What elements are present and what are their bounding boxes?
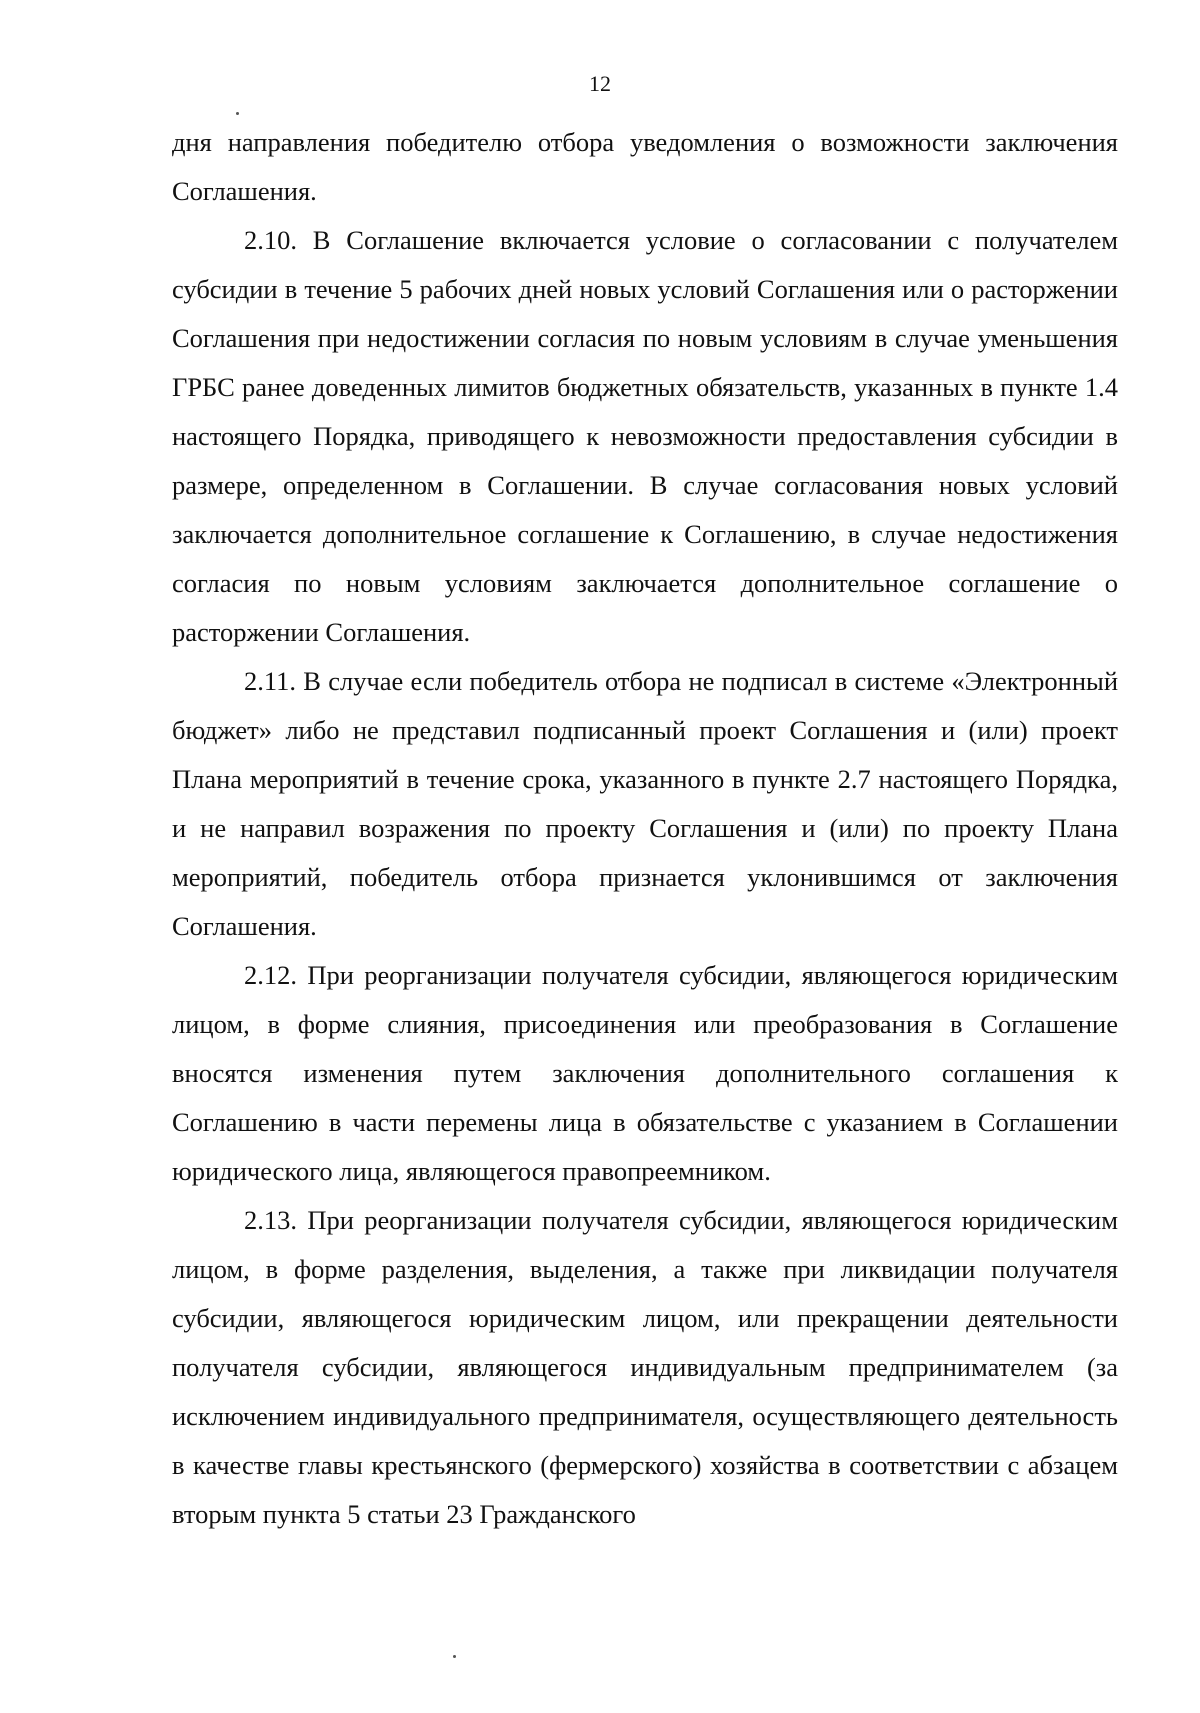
document-body — [172, 118, 1118, 1539]
paragraph-continuation: дня направления победителю отбора уведомления о возможности заключения Соглашения. — [172, 127, 1118, 206]
scan-speck — [236, 112, 239, 115]
paragraph-2-11: 2.11. В случае если победитель отбора не подписал в системе «Электронный бюджет» либо не представил подписанный проект Соглашения и (или) проект Плана мероприятий в течение срока, указанного в пункте 2.7 настоящего Порядка, и не направил возражения по проекту Соглашения и (или) по проекту Плана мероприятий, победитель отбора признается уклонившимся от заключения Соглашения. — [172, 666, 1118, 941]
page-number: 12 — [589, 71, 611, 96]
scan-speck — [453, 1655, 456, 1658]
paragraph-2-13: 2.13. При реорганизации получателя субсидии, являющегося юридическим лицом, в форме разделения, выделения, а также при ликвидации получателя субсидии, являющегося юридическим лицом, или прекращении деятельности получателя субсидии, являющегося индивидуальным предпринимателем (за исключением индивидуального предпринимателя, осуществляющего деятельность в качестве главы крестьянского (фермерского) хозяйства в соответствии с абзацем вторым пункта 5 статьи 23 Гражданского — [172, 1205, 1118, 1529]
paragraph-2-12: 2.12. При реорганизации получателя субсидии, являющегося юридическим лицом, в форме слияния, присоединения или преобразования в Соглашение вносятся изменения путем заключения дополнительного соглашения к Соглашению в части перемены лица в обязательстве с указанием в Соглашении юридического лица, являющегося правопреемником. — [172, 960, 1118, 1186]
paragraph-2-10: 2.10. В Соглашение включается условие о согласовании с получателем субсидии в течение 5 рабочих дней новых условий Соглашения или о расторжении Соглашения при недостижении согласия по новым условиям в случае уменьшения ГРБС ранее доведенных лимитов бюджетных обязательств, указанных в пункте 1.4 настоящего Порядка, приводящего к невозможности предоставления субсидии в размере, определенном в Соглашении. В случае согласования новых условий заключается дополнительное соглашение к Соглашению, в случае недостижения согласия по новым условиям заключается дополнительное соглашение о расторжении Соглашения. — [172, 225, 1118, 647]
